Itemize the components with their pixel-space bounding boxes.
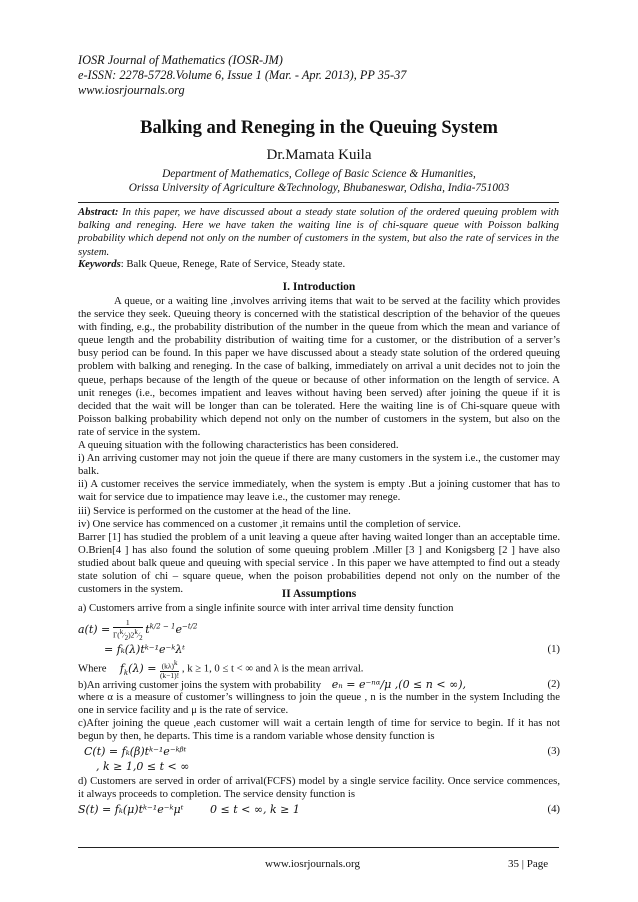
- footer-url: www.iosrjournals.org: [265, 858, 361, 870]
- equation-d: S(t) = fₖ(μ)tᵏ⁻¹e⁻ᵏμᵗ 0 ≤ t < ∞, k ≥ 1: [78, 803, 300, 816]
- section-heading-introduction: I. Introduction: [282, 281, 356, 293]
- keywords-label: Keywords: [78, 258, 121, 270]
- abstract-label: Abstract:: [78, 206, 119, 218]
- intro-paragraph-2: A queuing situation with the following characteristics has been considered.: [78, 439, 399, 452]
- assumption-b-line: [78, 678, 560, 692]
- equation-number-3: (3): [547, 745, 560, 757]
- assumption-b-text: b)An arriving customer joins the system with probability: [78, 679, 322, 691]
- introduction-body: [78, 295, 560, 596]
- journal-url: www.iosrjournals.org: [78, 83, 185, 97]
- equation-number-4: (4): [547, 803, 560, 815]
- equation-a-line-2: = fₖ(λ)tᵏ⁻¹e⁻ᵏλᵗ: [104, 643, 186, 656]
- intro-item-4: iv) One service has commenced on a customer ,it remains until the completion of service.: [78, 517, 461, 530]
- abstract-text: In this paper, we have discussed about a steady state solution of the ordered queuing problem with balking and reneging. Here we have taken the waiting line is of chi-square queue with Poisson balking probability which depend not only on the number of customers in the system, but also the rate of services in the system.: [78, 206, 559, 258]
- affiliation-line-2: Orissa University of Agriculture &Technology, Bhubaneswar, Odisha, India-751003: [128, 182, 510, 194]
- equation-number-1: (1): [547, 643, 560, 655]
- assumption-d-text: d) Customers are served in order of arrival(FCFS) model by a single service facility. Once service commences, it always proceeds to completion. The service density function is: [78, 775, 560, 801]
- footer-page-number: 35 | Page: [508, 858, 549, 870]
- intro-item-2: ii) A customer receives the service immediately, when the system is empty .But a joining customer that has to wait for service due to impatience may leave i.e., the customer may renege.: [78, 478, 560, 504]
- equation-number-2: (2): [547, 678, 560, 690]
- intro-paragraph-1: A queue, or a waiting line ,involves arriving items that wait to be served at the facility which provides the service they seek. Queuing theory is concerned with the statistical description of the behavior of the queues with finding, e.g., the probability distribution of the number in the queue from which the mean and variance of queue length and the probability distribution of waiting time for a customer, or the distribution of a server’s busy period can be found. In this paper we have discussed about a steady state solution of the ordered queuing problem with balking and reneging. In the case of balking, immediately on arrival a unit decides not to join the queue, perhaps because of the length of the queue or because of other information on the length of service. A unit reneges (i.e., becomes impatient and leaves without having been served) after joining the queue if it is decided that the wait will be longer than can be tolerated. Here the waiting line is of Chi-square queue with Poisson balking probability which depend not only on the number of customers in the system, but also on the rate of service in the system.: [78, 295, 560, 438]
- where-label: Where: [78, 662, 107, 675]
- equation-a-lhs: a(t) =: [78, 622, 111, 636]
- equation-c-range: , k ≥ 1,0 ≤ t < ∞: [96, 760, 190, 773]
- author-name: Dr.Mamata Kuila: [266, 147, 372, 163]
- assumption-a-text: a) Customers arrive from a single infinite source with inter arrival time density function: [78, 602, 454, 614]
- equation-a-line-1: a(t) = $\frac{1}{\Gamma(^k⁄_2)2^k⁄_2}$ $t^{k/2 - 1}e^{-t/2}$: [78, 618, 198, 642]
- equation-b: eₙ = e⁻ⁿᵅ/μ ,(0 ≤ n < ∞),: [331, 678, 467, 691]
- equation-d-range: 0 ≤ t < ∞, k ≥ 1: [210, 803, 300, 816]
- where-fraction: $\frac{(k\lambda)^k}{(k-1)!}$: [159, 659, 180, 680]
- journal-name: IOSR Journal of Mathematics (IOSR-JM): [78, 53, 283, 67]
- top-divider: [78, 202, 559, 203]
- section-heading-assumptions: II Assumptions: [281, 588, 357, 600]
- keywords: [78, 258, 559, 271]
- keywords-text: : Balk Queue, Renege, Rate of Service, Steady state.: [120, 258, 346, 270]
- assumption-c-text: c)After joining the queue ,each customer will wait a certain length of time for service to begin. If it has not begun by then, he departs. This time is a random variable whose density function is: [78, 717, 560, 743]
- paper-title: Balking and Reneging in the Queuing System: [140, 118, 498, 138]
- assumption-b-after: where α is a measure of customer’s willingness to join the queue , n is the number in the system Including the one in service facility and μ is the rate of service.: [78, 691, 560, 717]
- equation-a-fraction: $\frac{1}{\Gamma(^k⁄_2)2^k⁄_2}$: [112, 618, 143, 642]
- footer-divider: [78, 847, 559, 848]
- abstract: [78, 206, 559, 259]
- where-tail: , k ≥ 1, 0 ≤ t < ∞ and λ is the mean arrival.: [181, 662, 364, 675]
- equation-c: C(t) = fₖ(β)tᵏ⁻¹e⁻ᵏᵝᵗ: [84, 745, 187, 758]
- journal-issn: e-ISSN: 2278-5728.Volume 6, Issue 1 (Mar. - Apr. 2013), PP 35-37: [78, 68, 407, 82]
- intro-paragraph-3: Barrer [1] has studied the problem of a unit leaving a queue after having waited longer than an acceptable time. O.Brien[4 ] has also found the solution of some queuing problem .Miller [3 ] and Konigsberg [2 ] have also studied about balk queue and queuing with special service . In this paper we have attempted to find out a steady state solution of chi – square queue, when the poison probabilities depend not only on the number of the customers in the system.: [78, 530, 560, 596]
- where-line: Where $f_k(\lambda)$ = $\frac{(k\lambda)^k}{(k-1)!}$ , k ≥ 1, 0 ≤ t < ∞ and λ is the mean arrival.: [78, 659, 364, 680]
- intro-item-1: i) An arriving customer may not join the queue if there are many customers in the system i.e., the customer may balk.: [78, 452, 560, 478]
- affiliation-line-1: Department of Mathematics, College of Basic Science & Humanities,: [162, 168, 476, 180]
- intro-item-3: iii) Service is performed on the customer at the head of the line.: [78, 504, 351, 517]
